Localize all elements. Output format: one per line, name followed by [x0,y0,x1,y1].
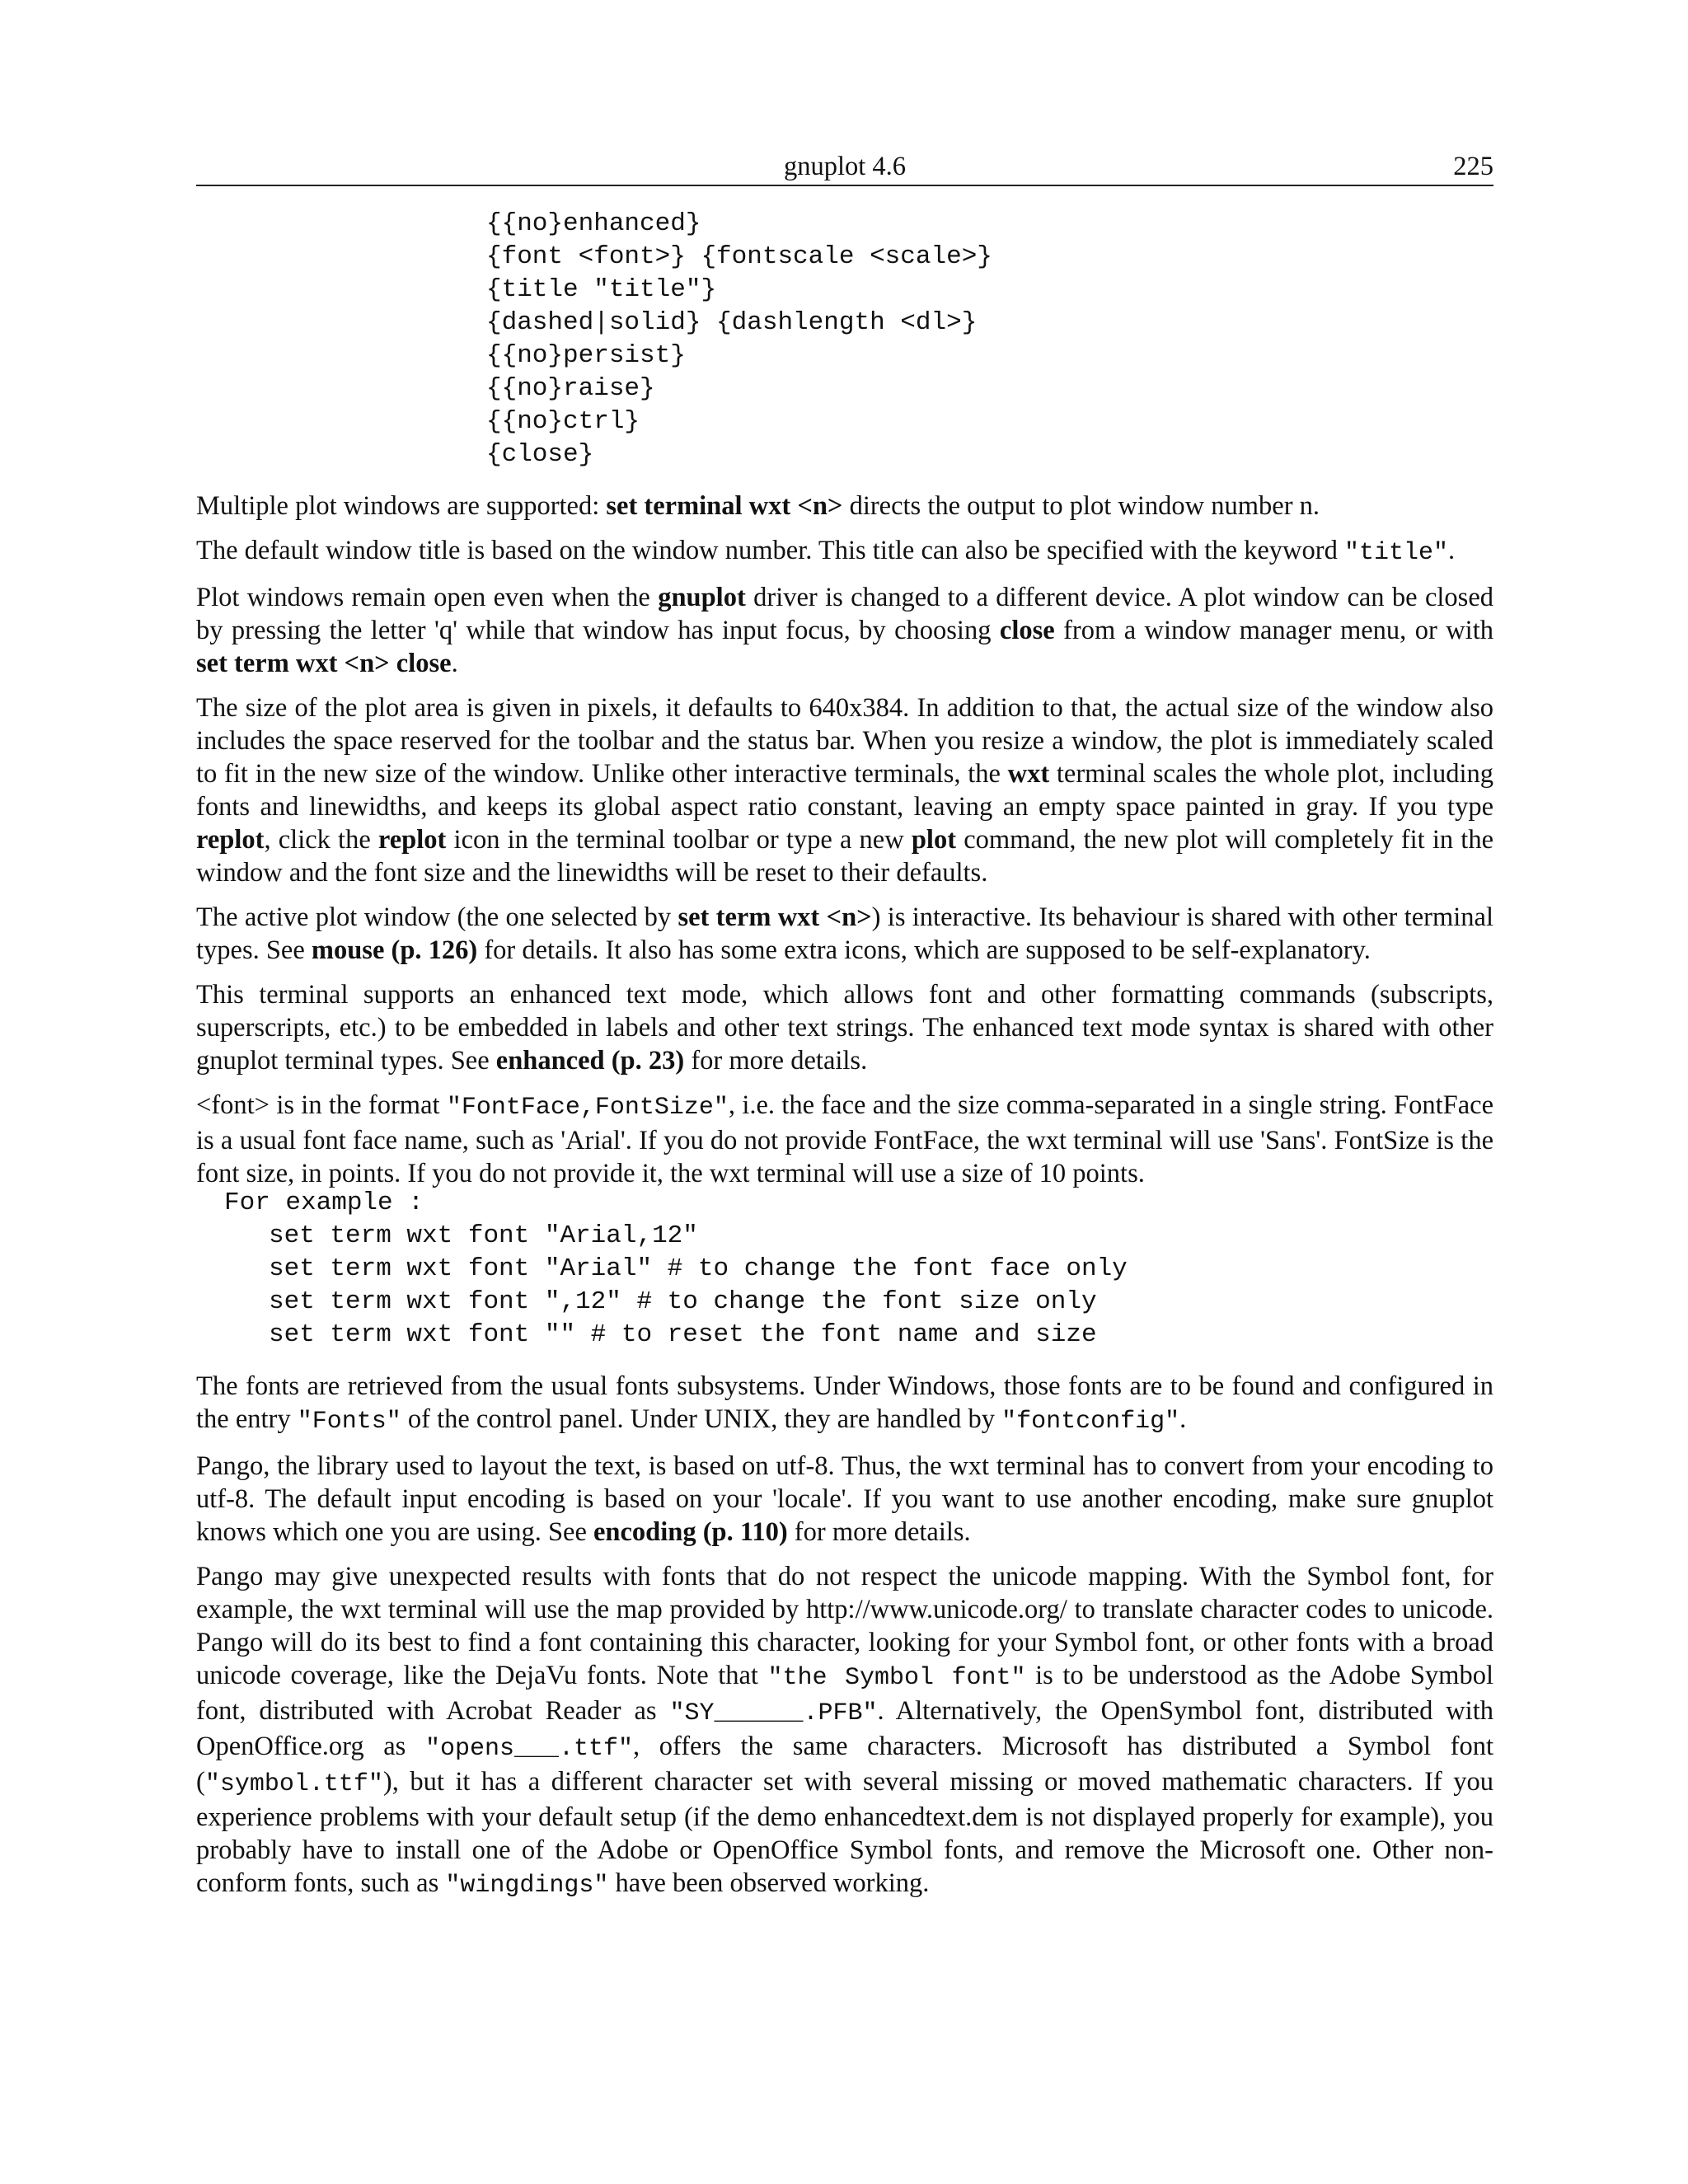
bold-term: set terminal wxt <n> [606,491,843,521]
bold-term: set term wxt <n> close [196,649,452,678]
page-number: 225 [1453,152,1493,181]
page-header [196,148,1493,186]
paragraph-window-title: The default window title is based on the window number. This title can also be specified with the keyword "title". [196,536,1456,567]
syntax-block [486,208,1493,471]
syntax-line: {{no}ctrl} [486,407,640,436]
example-line: set term wxt font "" # to reset the font name and size [269,1320,1097,1349]
paragraph-active-window: The active plot window (the one selected by set term wxt <n>) is interactive. Its behaviour is shared with other terminal types. See mouse (p. 126) for details. It also has some extra icons, which are supposed to be self-explanatory. [196,902,1493,965]
paragraph-font-subsystems: The fonts are retrieved from the usual fonts subsystems. Under Windows, those fonts are to be found and configured in the entry "Fonts" of the control panel. Under UNIX, they are handled by "fontconfig". [196,1371,1493,1436]
bold-term: wxt [1007,759,1050,789]
bold-term: plot [911,825,957,855]
cross-reference-link[interactable]: enhanced (p. 23) [495,1046,685,1076]
cross-reference-link[interactable]: mouse (p. 126) [311,935,478,965]
bold-term: replot [377,825,447,855]
example-lead: For example : [224,1188,424,1217]
syntax-line: {font <font>} {fontscale <scale>} [486,242,992,271]
example-line: set term wxt font ",12" # to change the font size only [269,1287,1097,1316]
bold-term: gnuplot [658,583,746,612]
example-line: set term wxt font "Arial,12" [269,1221,698,1250]
paragraph-plot-size: The size of the plot area is given in pixels, it defaults to 640x384. In addition to that, the actual size of the window also includes the space reserved for the toolbar and the status bar. When you resize a window, the plot is immediately scaled to fit in the new size of the window. Unlike other interactive terminals, the wxt terminal scales the whole plot, including fonts and linewidths, and keeps its global aspect ratio constant, leaving an empty space painted in gray. If you type replot, click the replot icon in the terminal toolbar or type a new plot command, the new plot will completely fit in the window and the font size and the linewidths will be reset to their defaults. [196,693,1493,888]
paragraph-font-format: <font> is in the format "FontFace,FontSize", i.e. the face and the size comma-separated in a single string. FontFace is a usual font face name, such as 'Arial'. If you do not provide FontFace, the wxt terminal will use 'Sans'. FontSize is the font size, in points. If you do not provide it, the wxt terminal will use a size of 10 points. [196,1090,1493,1188]
paragraph-pango-symbol: Pango may give unexpected results with fonts that do not respect the unicode mapping. With the Symbol font, for example, the wxt terminal will use the map provided by http://www.unicode.org/ to translate character codes to unicode. Pango will do its best to find a font containing this character, looking for your Symbol font, or other fonts with a broad unicode coverage, like the DejaVu fonts. Note that "the Symbol font" is to be understood as the Adobe Symbol font, distributed with Acrobat Reader as "SY______.PFB". Alternatively, the OpenSymbol font, distributed with OpenOffice.org as "opens___.ttf", offers the same characters. Microsoft has distributed a Symbol font ("symbol.ttf"), but it has a different character set with several missing or moved mathematic characters. If you experience problems with your default setup (if the demo enhancedtext.dem is not displayed properly for example), you probably have to install one of the Adobe or OpenOffice Symbol fonts, and remove the Microsoft one. Other non-conform fonts, such as "wingdings" have been observed working. [196,1562,1493,1900]
paragraph-enhanced-text: This terminal supports an enhanced text mode, which allows font and other formatting commands (subscripts, superscripts, etc.) to be embedded in labels and other text strings. The enhanced text mode syntax is shared with other gnuplot terminal types. See enhanced (p. 23) for more details. [196,980,1493,1076]
syntax-line: {title "title"} [486,275,717,304]
paragraph-windows-open: Plot windows remain open even when the gnuplot driver is changed to a different device. A plot window can be closed by pressing the letter 'q' while that window has input focus, by choosing close from a window manager menu, or with set term wxt <n> close. [196,583,1493,678]
example-code-block [224,1187,1493,1352]
cross-reference-link[interactable]: encoding (p. 110) [593,1517,788,1547]
syntax-line: {{no}raise} [486,374,655,403]
syntax-line: {close} [486,440,594,469]
syntax-line: {dashed|solid} {dashlength <dl>} [486,308,978,337]
paragraph-pango-utf8: Pango, the library used to layout the text, is based on utf-8. Thus, the wxt terminal has to convert from your encoding to utf-8. The default input encoding is based on your 'locale'. If you want to use another encoding, make sure gnuplot knows which one you are using. See encoding (p. 110) for more details. [196,1451,1493,1547]
bold-term: set term wxt <n> [678,902,872,932]
paragraph-multiple-windows: Multiple plot windows are supported: set terminal wxt <n> directs the output to plot window number n. [196,491,1320,521]
syntax-line: {{no}persist} [486,341,686,370]
syntax-line: {{no}enhanced} [486,209,701,238]
document-page [196,148,1493,1902]
bold-term: close [999,616,1055,645]
bold-term: replot [196,825,265,855]
example-line: set term wxt font "Arial" # to change the font face only [269,1254,1128,1283]
running-title: gnuplot 4.6 [783,152,907,181]
